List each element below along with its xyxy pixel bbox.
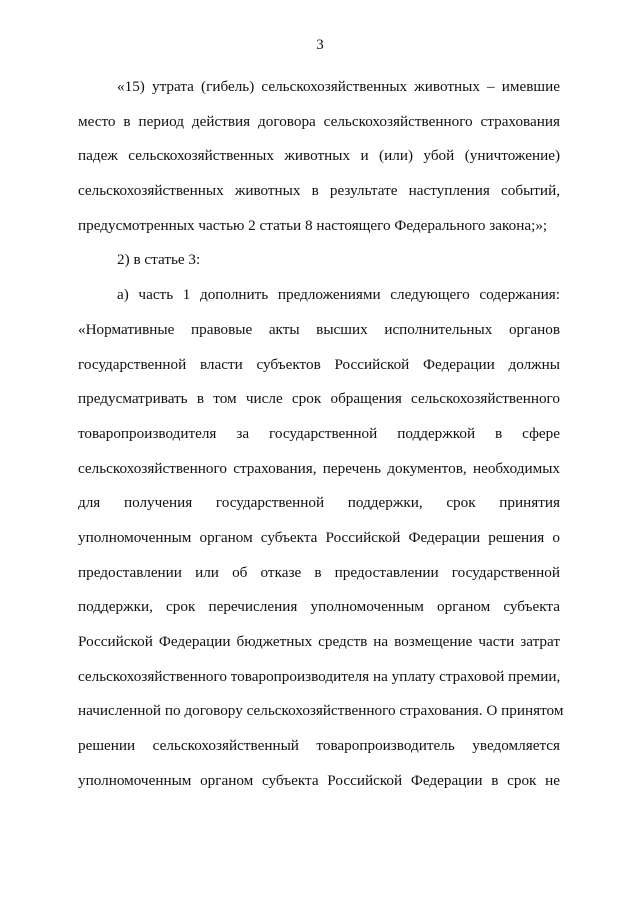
text-line: предусмотренных частью 2 статьи 8 настоящего Федерального закона;»; [78,216,548,234]
text-line: для получения государственной поддержки, срок принятия [78,494,560,512]
page-number: 3 [316,37,324,53]
text-line: поддержки, срок перечисления уполномоченным органом субъекта [78,598,560,616]
text-line: «Нормативные правовые акты высших исполнительных органов [78,320,560,338]
text-line: предоставлении или об отказе в предоставлении государственной [78,563,560,581]
text-line: сельскохозяйственного страхования, перечень документов, необходимых [78,459,560,477]
text-line: 2) в статье 3: [117,251,201,269]
text-line: начисленной по договору сельскохозяйственного страхования. О принятом [78,702,564,720]
text-line: Российской Федерации бюджетных средств на возмещение части затрат [78,633,560,650]
text-line: сельскохозяйственных животных в результате наступления событий, [78,182,560,200]
text-line: уполномоченным органом субъекта Российской Федерации решения о [78,528,560,546]
text-line: место в период действия договора сельскохозяйственного страхования [78,112,560,130]
text-line: сельскохозяйственного товаропроизводителя на уплату страховой премии, [78,667,561,685]
text-line: падеж сельскохозяйственных животных и (или) убой (уничтожение) [78,147,560,165]
text-line: государственной власти субъектов Российской Федерации должны [78,355,560,373]
text-line: а) часть 1 дополнить предложениями следующего содержания: [117,286,560,304]
text-line: «15) утрата (гибель) сельскохозяйственных животных – имевшие [117,78,560,95]
text-line: решении сельскохозяйственный товаропроизводитель уведомляется [78,737,560,755]
document-body [78,70,564,798]
text-line: предусматривать в том числе срок обращения сельскохозяйственного [78,390,560,408]
text-line: товаропроизводителя за государственной поддержкой в сфере [78,424,560,442]
text-line: уполномоченным органом субъекта Российской Федерации в срок не [78,771,560,789]
